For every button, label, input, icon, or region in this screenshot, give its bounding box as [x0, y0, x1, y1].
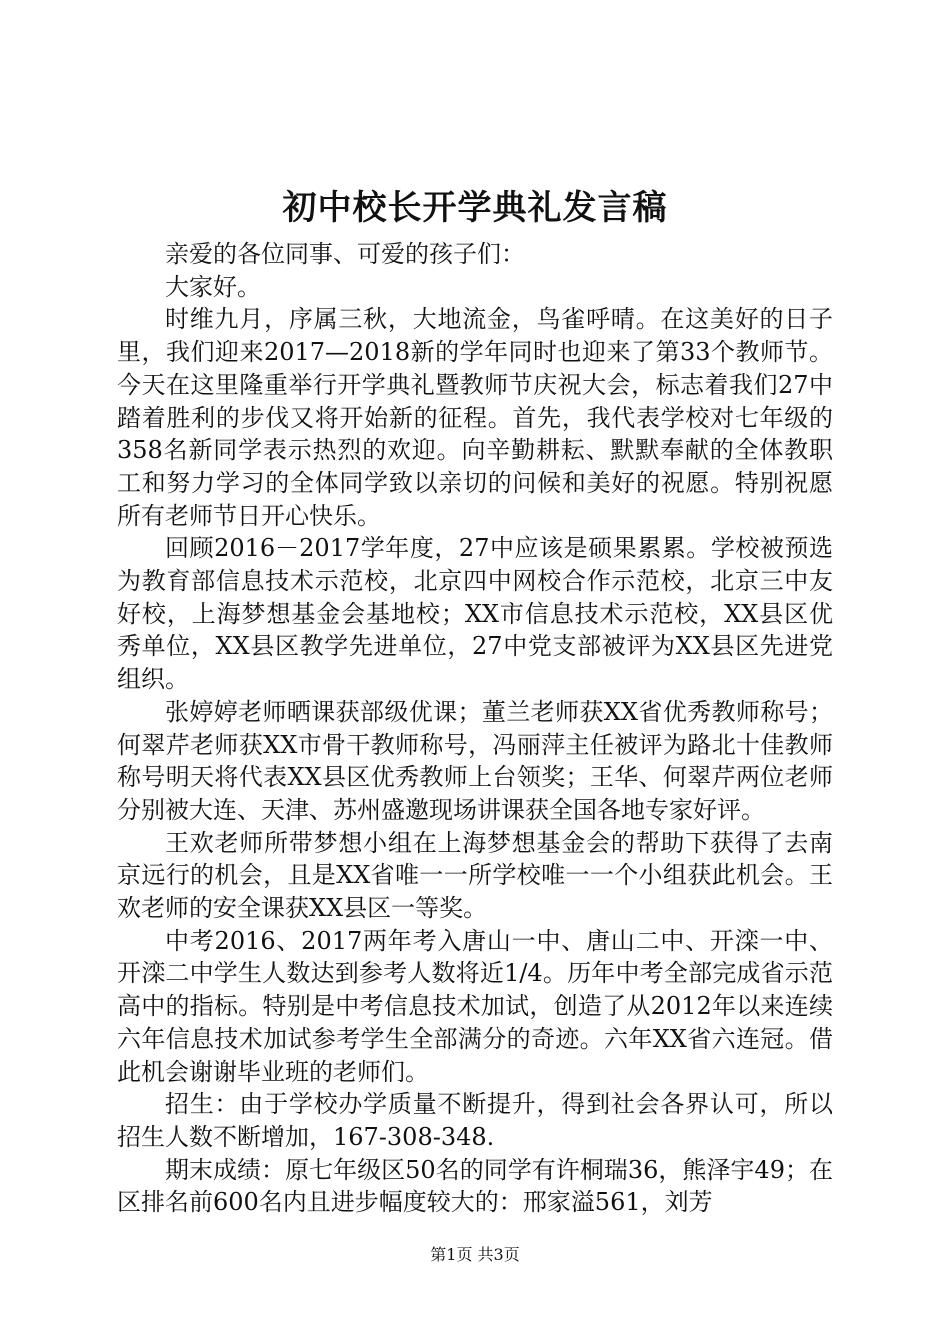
document-title: 初中校长开学典礼发言稿 [282, 188, 668, 228]
body-paragraph: 王欢老师所带梦想小组在上海梦想基金会的帮助下获得了去南京远行的机会，且是XX省唯一一所学校唯一一个小组获此机会。王欢老师的安全课获XX县区一等奖。 [117, 828, 833, 923]
body-paragraph: 中考2016、2017两年考入唐山一中、唐山二中、开滦一中、开滦二中学生人数达到参考人数将近1/4。历年中考全部完成省示范高中的指标。特别是中考信息技术加试，创造了从2012年以来连续六年信息技术加试参考学生全部满分的奇迹。六年XX省六连冠。借此机会谢谢毕业班的老师们。 [117, 926, 833, 1086]
body-paragraph: 时维九月，序属三秋，大地流金，鸟雀呼晴。在这美好的日子里，我们迎来2017—2018新的学年同时也迎来了第33个教师节。今天在这里隆重举行开学典礼暨教师节庆祝大会，标志着我们27中踏着胜利的步伐又将开始新的征程。首先，我代表学校对七年级的358名新同学表示热烈的欢迎。向辛勤耕耘、默默奉献的全体教职工和努力学习的全体同学致以亲切的问候和美好的祝愿。特别祝愿所有老师节日开心快乐。 [117, 305, 833, 530]
body-paragraph: 张婷婷老师晒课获部级优课；董兰老师获XX省优秀教师称号；何翠芹老师获XX市骨干教师称号，冯丽萍主任被评为路北十佳教师称号明天将代表XX县区优秀教师上台领奖；王华、何翠芹两位老师分别被大连、天津、苏州盛邀现场讲课获全国各地专家好评。 [117, 697, 833, 824]
page-number-footer: 第1页 共3页 [430, 1245, 520, 1264]
greeting-paragraph: 大家好。 [165, 272, 261, 301]
document-body [117, 238, 833, 1219]
body-paragraph: 招生：由于学校办学质量不断提升，得到社会各界认可，所以招生人数不断增加，167-308-348. [117, 1090, 833, 1151]
body-paragraph: 回顾2016－2017学年度，27中应该是硕果累累。学校被预选为教育部信息技术示范校，北京四中网校合作示范校，北京三中友好校，上海梦想基金会基地校；XX市信息技术示范校，XX县区优秀单位，XX县区教学先进单位，27中党支部被评为XX县区先进党组织。 [117, 534, 833, 694]
body-paragraph: 期末成绩：原七年级区50名的同学有许桐瑞36，熊泽宇49；在区排名前600名内且进步幅度较大的：邢家溢561，刘芳 [117, 1155, 833, 1217]
salutation-paragraph: 亲爱的各位同事、可爱的孩子们： [165, 240, 525, 268]
